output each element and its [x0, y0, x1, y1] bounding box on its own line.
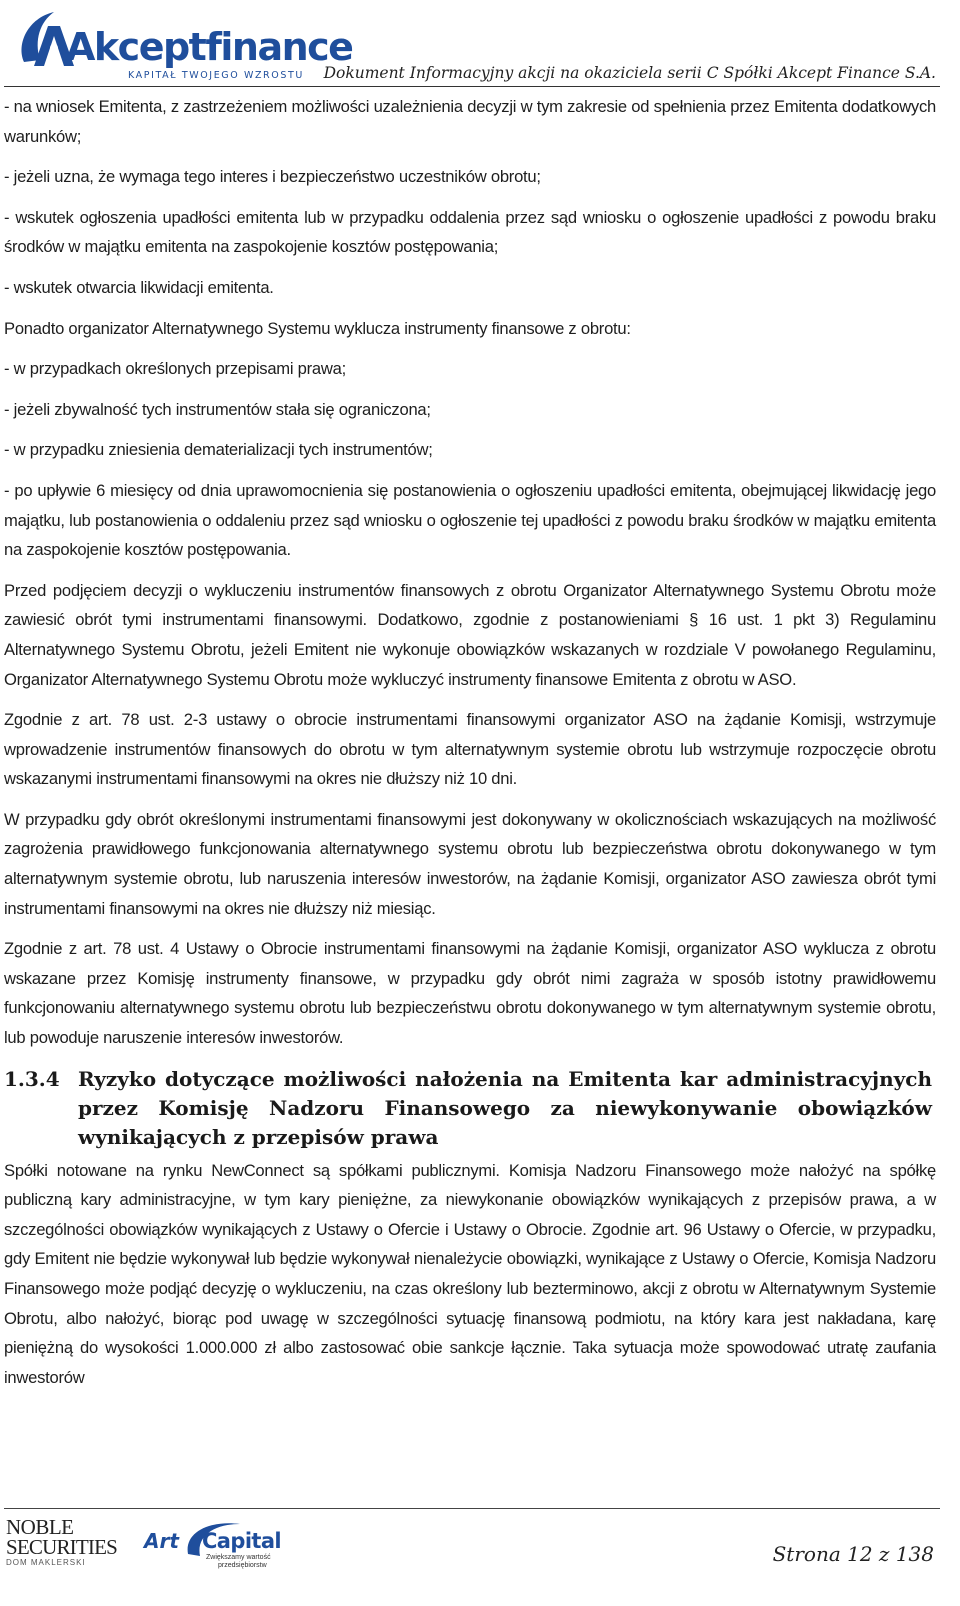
paragraph: Przed podjęciem decyzji o wykluczeniu instrumentów finansowych z obrotu Organizator Alternatywnego Systemu Obrotu może zawiesić obrót tymi instrumentami finansowymi. Dodatkowo, zgodnie z postanowieniami § 16 ust. 1 pkt 3) Regulaminu Alternatywnego Systemu Obrotu, jeżeli Emitent nie wykonuje obowiązków wskazanych w rozdziale V powołanego Regulaminu, Organizator Alternatywnego Systemu Obrotu może wykluczyć instrumenty finansowe Emitenta z obrotu w ASO. — [4, 580, 936, 689]
footer-divider — [4, 1508, 940, 1509]
section-heading — [4, 1065, 936, 1152]
noble-line1: NOBLE — [6, 1515, 74, 1539]
paragraph: - w przypadkach określonych przepisami prawa; — [4, 359, 346, 379]
paragraph: Ponadto organizator Alternatywnego Systemu wyklucza instrumenty finansowe z obrotu: — [4, 318, 631, 338]
capital-sub1: Zwiększamy wartość — [206, 1554, 271, 1561]
page-header — [0, 0, 960, 92]
paragraph: W przypadku gdy obrót określonymi instrumentami finansowymi jest dokonywany w okolicznościach wskazujących na możliwość zagrożenia prawidłowego funkcjonowania alternatywnego systemu obrotu lub bezpieczeństwa obrotu dokonywanego w tym alternatywnym systemie obrotu, lub naruszenia interesów inwestorów, na żądanie Komisji, organizator ASO zawiesza obrót tymi instrumentami finansowymi na okres nie dłuższy niż miesiąc. — [4, 809, 936, 918]
paragraph: - wskutek ogłoszenia upadłości emitenta lub w przypadku oddalenia przez sąd wniosku o ogłoszenie upadłości z powodu braku środków w majątku emitenta na zaspokojenie kosztów postępowania; — [4, 207, 936, 257]
page-footer — [0, 1498, 960, 1606]
logo-text: Akceptfinance — [66, 25, 353, 69]
paragraph: - jeżeli zbywalność tych instrumentów stała się ograniczona; — [4, 399, 431, 419]
page-number: Strona 12 z 138 — [772, 1542, 934, 1566]
section-paragraph: Spółki notowane na rynku NewConnect są spółkami publicznymi. Komisja Nadzoru Finansowego może nałożyć na spółkę publiczną kary administracyjne, w tym kary pieniężne, za niewykonanie obowiązków wynikających z przepisów prawa, a w szczególności obowiązków wynikających z Ustawy o Ofercie i Ustawy o Obrocie. Zgodnie art. 96 Ustawy o Ofercie, w przypadku, gdy Emitent nie będzie wykonywał lub będzie wykonywał nienależycie obowiązki, wynikające z Ustawy o Ofercie, Komisja Nadzoru Finansowego może podjąć decyzję o wykluczeniu, na czas określony lub bezterminowo, akcji z obrotu w Alternatywnym Systemie Obrotu, albo nałożyć, biorąc pod uwagę w szczególności sytuację finansową podmiotu, na który kara jest nakładana, karę pieniężną do wysokości 1.000.000 zł albo zastosować obie sankcje łącznie. Taka sytuacja może spowodować utratę zaufania inwestorów — [4, 1160, 936, 1387]
art-text: Art — [144, 1529, 179, 1553]
noble-securities-logo — [4, 1514, 134, 1568]
document-body — [4, 92, 936, 1392]
capital-text: Capital — [202, 1529, 282, 1553]
paragraph: - w przypadku zniesienia dematerializacji tych instrumentów; — [4, 440, 433, 460]
logo-tagline: KAPITAŁ TWOJEGO WZROSTU — [128, 70, 304, 81]
noble-sub: DOM MAKLERSKI — [6, 1558, 86, 1567]
section-number: 1.3.4 — [4, 1066, 60, 1091]
capital-sub2: przedsiębiorstw — [218, 1562, 267, 1569]
art-capital-logo — [144, 1516, 294, 1572]
paragraph: Zgodnie z art. 78 ust. 4 Ustawy o Obrocie instrumentami finansowymi na żądanie Komisji, organizator ASO wyklucza z obrotu wskazane przez Komisję instrumenty finansowe, w przypadku gdy obrót nimi zagraża w sposób istotny prawidłowemu funkcjonowaniu alternatywnego systemu obrotu lub bezpieczeństwu obrotu dokonywanego w tym alternatywnym systemie obrotu, lub powoduje naruszenie interesów inwestorów. — [4, 939, 936, 1048]
header-divider — [4, 86, 940, 87]
document-title: Dokument Informacyjny akcji na okaziciela serii C Spółki Akcept Finance S.A. — [323, 64, 936, 82]
akceptfinance-logo — [10, 4, 353, 86]
paragraph: - jeżeli uzna, że wymaga tego interes i bezpieczeństwo uczestników obrotu; — [4, 167, 541, 187]
paragraph: - po upływie 6 miesięcy od dnia uprawomocnienia się postanowienia o ogłoszeniu upadłości emitenta, obejmującej likwidację jego majątku, lub postanowienia o oddaleniu przez sąd wniosku o ogłoszenie tej upadłości z powodu braku środków w majątku emitenta na zaspokojenie kosztów postępowania. — [4, 480, 936, 560]
noble-line2: SECURITIES — [6, 1535, 118, 1559]
paragraph: - na wniosek Emitenta, z zastrzeżeniem możliwości uzależnienia decyzji w tym zakresie od spełnienia przez Emitenta dodatkowych warunków; — [4, 97, 936, 146]
section-title: Ryzyko dotyczące możliwości nałożenia na Emitenta kar administracyjnych przez Komisję Nadzoru Finansowego za niewykonywanie obowiązków wynikających z przepisów prawa — [78, 1066, 932, 1149]
paragraph: - wskutek otwarcia likwidacji emitenta. — [4, 277, 274, 297]
paragraph: Zgodnie z art. 78 ust. 2-3 ustawy o obrocie instrumentami finansowymi organizator ASO na żądanie Komisji, wstrzymuje wprowadzenie instrumentów finansowych do obrotu w tym alternatywnym systemie obrotu lub wstrzymuje rozpoczęcie obrotu wskazanymi instrumentami finansowymi na okres nie dłuższy niż 10 dni. — [4, 710, 936, 789]
